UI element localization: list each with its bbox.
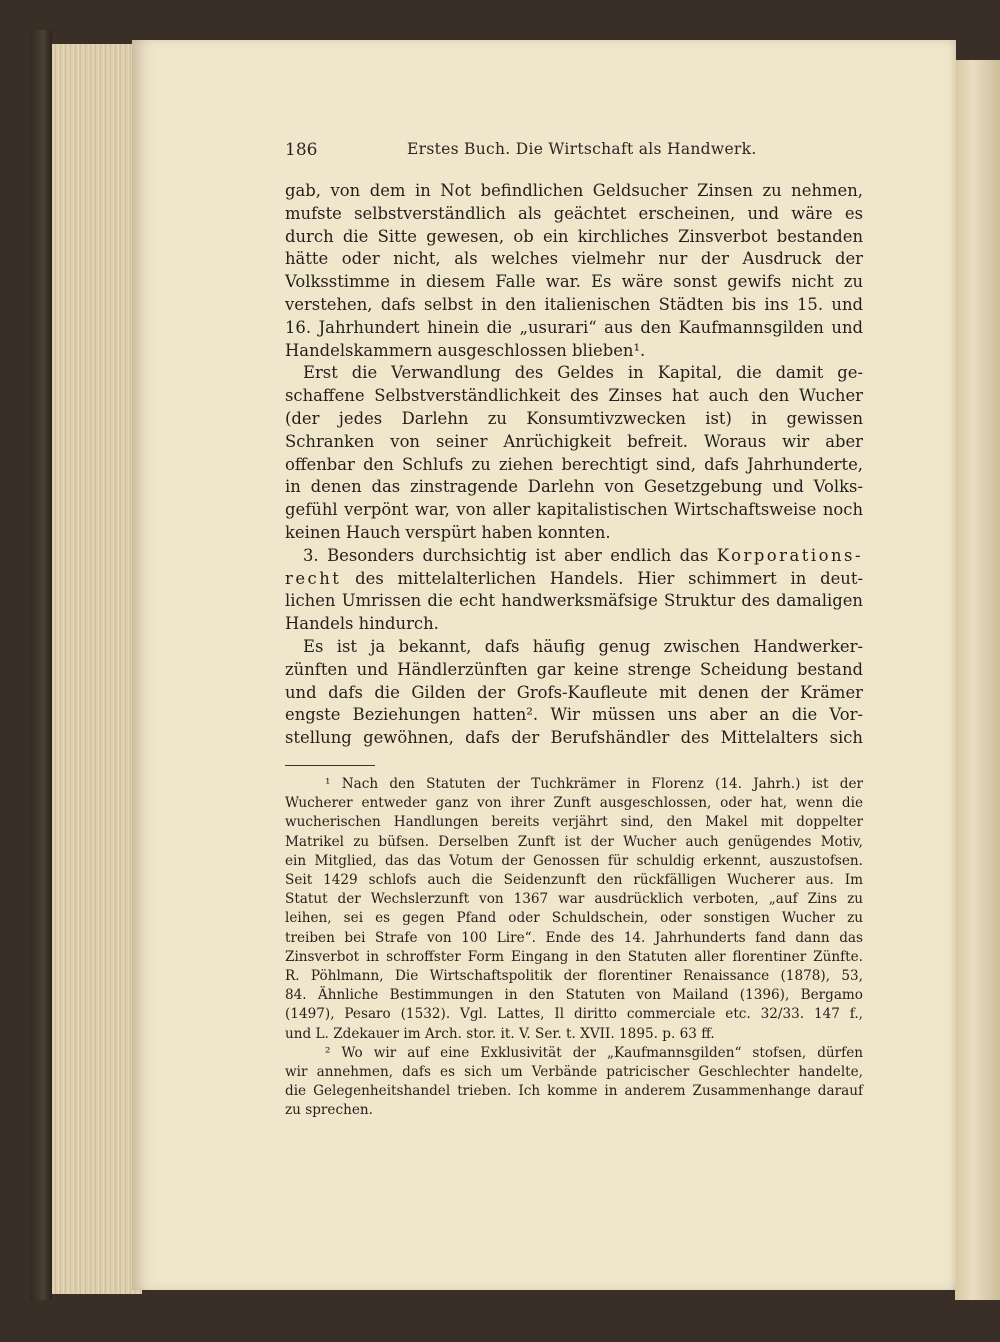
text-line: Schranken von seiner Anrüchigkeit befreit. Woraus wir aber: [285, 431, 863, 451]
footnote-1: [285, 775, 863, 1044]
spaced-term: Korporations-: [716, 545, 863, 565]
running-head: Erstes Buch. Die Wirtschaft als Handwerk.: [407, 140, 757, 158]
text-segment: 3. Besonders durchsichtig ist aber endlich das: [303, 545, 709, 565]
footnote-line: 84. Ähnliche Bestimmungen in den Statuten von Mailand (1396), Bergamo: [285, 987, 863, 1004]
footnote-line: R. Pöhlmann, Die Wirtschaftspolitik der florentiner Renaissance (1878), 53,: [285, 968, 863, 985]
footnote-line: Zinsverbot in schroffster Form Eingang in den Statuten aller florentiner Zünfte.: [285, 948, 863, 965]
footnote-line: Statut der Wechslerzunft von 1367 war ausdrücklich verboten, „auf Zins zu: [285, 891, 863, 908]
text-line: und dafs die Gilden der Grofs-Kaufleute mit denen der Krämer: [285, 682, 863, 702]
footnote-line: leihen, sei es gegen Pfand oder Schuldschein, oder sonstigen Wucher zu: [285, 910, 863, 927]
right-page-edge: [955, 60, 1000, 1300]
text-line: (der jedes Darlehn zu Konsumtivzwecken ist) in gewissen: [285, 408, 863, 428]
main-text: [285, 180, 863, 750]
page-number: 186: [285, 140, 318, 160]
text-line: gefühl verpönt war, von aller kapitalistischen Wirtschaftsweise noch: [285, 500, 863, 520]
text-line: stellung gewöhnen, dafs der Berufshändler des Mittelalters sich: [285, 728, 863, 748]
page-header: [285, 140, 865, 166]
spaced-term: recht: [285, 568, 342, 588]
text-line: hätte oder nicht, als welches vielmehr nur der Ausdruck der: [285, 249, 863, 269]
footnote-line: Matrikel zu büfsen. Derselben Zunft ist der Wucher auch genügendes Motiv,: [285, 833, 863, 850]
footnote-line: die Gelegenheitshandel trieben. Ich komme in anderem Zusammenhange darauf: [285, 1083, 863, 1100]
text-line: Handelskammern ausgeschlossen blieben¹.: [285, 340, 646, 360]
text-line: mufste selbstverständlich als geächtet erscheinen, und wäre es: [285, 203, 863, 223]
book-spine: [30, 30, 52, 1300]
paragraph-2: [285, 362, 863, 544]
paragraph-1: [285, 180, 863, 362]
footnote-line: ¹ Nach den Statuten der Tuchkrämer in Florenz (14. Jahrh.) ist der: [325, 776, 863, 792]
text-line: Erst die Verwandlung des Geldes in Kapital, die damit ge-: [303, 363, 863, 383]
page-edges: [52, 44, 142, 1294]
text-line: engste Beziehungen hatten². Wir müssen uns aber an die Vor-: [285, 705, 863, 725]
footnote-line: wucherischen Handlungen bereits verjährt sind, den Makel mit doppelter: [285, 814, 863, 831]
footnote-rule: [285, 765, 375, 766]
text-line: Handels hindurch.: [285, 614, 439, 634]
text-line: Es ist ja bekannt, dafs häufig genug zwischen Handwerker-: [303, 636, 863, 656]
footnote-line: ² Wo wir auf eine Exklusivität der „Kaufmannsgilden“ stofsen, dürfen: [325, 1044, 863, 1061]
text-line: verstehen, dafs selbst in den italienischen Städten bis ins 15. und: [285, 294, 863, 314]
text-line: 16. Jahrhundert hinein die „usurari“ aus den Kaufmannsgilden und: [285, 317, 863, 337]
footnotes: [285, 775, 863, 1121]
text-segment: des mittelalterlichen Handels. Hier schimmert in deut-: [355, 568, 863, 588]
footnote-line: Seit 1429 schlofs auch die Seidenzunft den rückfälligen Wucherer aus. Im: [285, 872, 863, 889]
text-line: lichen Umrissen die echt handwerksmäfsige Struktur des damaligen: [285, 591, 863, 611]
footnote-line: Wucherer entweder ganz von ihrer Zunft ausgeschlossen, oder hat, wenn die: [285, 795, 863, 812]
text-line: zünften und Händlerzünften gar keine strenge Scheidung bestand: [285, 659, 863, 679]
footnote-line: ein Mitglied, das das Votum der Genossen für schuldig erkennt, auszustofsen.: [285, 852, 863, 869]
paragraph-4: [285, 636, 863, 750]
text-line: [285, 545, 863, 568]
paragraph-3: [285, 545, 863, 636]
text-line: schaffene Selbstverständlichkeit des Zinses hat auch den Wucher: [285, 386, 863, 406]
text-line: gab, von dem in Not befindlichen Geldsucher Zinsen zu nehmen,: [285, 181, 863, 200]
text-line: durch die Sitte gewesen, ob ein kirchliches Zinsverbot bestanden: [285, 226, 863, 246]
text-line: in denen das zinstragende Darlehn von Gesetzgebung und Volks-: [285, 477, 863, 497]
footnote-line: treiben bei Strafe von 100 Lire“. Ende des 14. Jahrhunderts fand dann das: [285, 929, 863, 946]
text-line: offenbar den Schlufs zu ziehen berechtigt sind, dafs Jahrhunderte,: [285, 454, 863, 474]
footnote-line: wir annehmen, dafs es sich um Verbände patricischer Geschlechter handelte,: [285, 1064, 863, 1081]
footnote-line: und L. Zdekauer im Arch. stor. it. V. Ser. t. XVII. 1895. p. 63 ff.: [285, 1025, 715, 1042]
text-line: Volksstimme in diesem Falle war. Es wäre sonst gewifs nicht zu: [285, 272, 863, 292]
footnote-line: (1497), Pesaro (1532). Vgl. Lattes, Il diritto commerciale etc. 32/33. 147 f.,: [285, 1006, 863, 1023]
text-line: keinen Hauch verspürt haben konnten.: [285, 522, 611, 542]
text-line: [285, 568, 863, 591]
footnote-line: zu sprechen.: [285, 1102, 373, 1119]
footnote-2: [285, 1044, 863, 1121]
